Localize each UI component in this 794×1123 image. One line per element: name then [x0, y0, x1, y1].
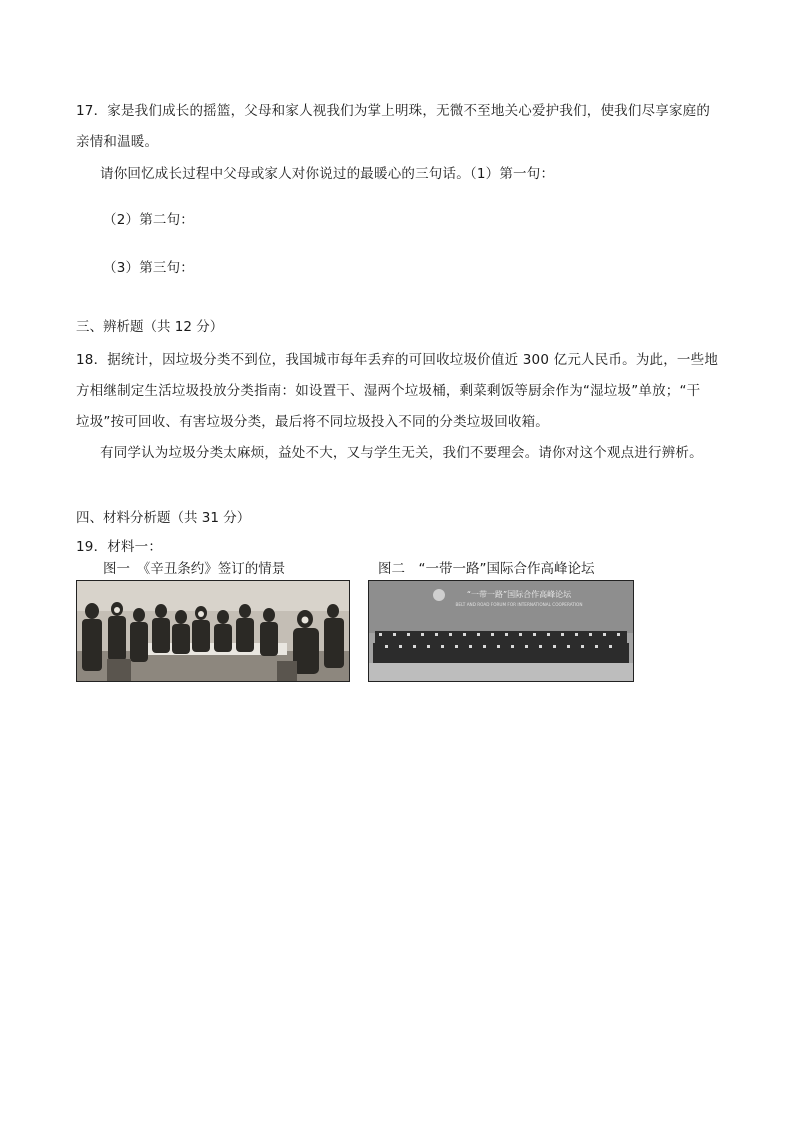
forum-group-photo: [369, 581, 633, 681]
figure-1-photo: [76, 580, 350, 682]
forum-banner-text: “一带一路”国际合作高峰论坛: [466, 590, 572, 599]
q17-third-sentence: （3）第三句：: [103, 260, 194, 276]
q18-line-2: 方相继制定生活垃圾投放分类指南：如设置干、湿两个垃圾桶，剩菜剩饭等厨余作为“湿垃圾”单放；“干: [76, 383, 701, 399]
figure-2-caption: 图二 “一带一路”国际合作高峰论坛: [378, 561, 595, 577]
figure-2-photo: [368, 580, 634, 682]
q18-line-3: 垃圾”按可回收、有害垃圾分类，最后将不同垃圾投入不同的分类垃圾回收箱。: [76, 414, 549, 430]
q17-second-sentence: （2）第二句：: [103, 212, 194, 228]
q18-line-1: 18．据统计，因垃圾分类不到位，我国城市每年丢弃的可回收垃圾价值近 300 亿元人民币。为此，一些地: [76, 352, 719, 368]
forum-logo-icon: [433, 589, 445, 601]
section-4-title: 四、材料分析题（共 31 分）: [76, 510, 251, 526]
forum-banner-english: BELT AND ROAD FORUM FOR INTERNATIONAL COOPERATION: [455, 602, 583, 607]
q18-line-4: 有同学认为垃圾分类太麻烦，益处不大，又与学生无关，我们不要理会。请你对这个观点进行辨析。: [100, 445, 703, 461]
q17-line-2: 亲情和温暖。: [76, 134, 159, 150]
figure-1-caption: 图一 《辛丑条约》签订的情景: [103, 561, 286, 577]
section-3-title: 三、辨析题（共 12 分）: [76, 319, 224, 335]
q17-prompt: 请你回忆成长过程中父母或家人对你说过的最暖心的三句话。（1）第一句：: [100, 166, 555, 182]
treaty-signing-photo: [77, 581, 349, 681]
q19-label: 19．材料一：: [76, 539, 163, 555]
q17-line-1: 17．家是我们成长的摇篮，父母和家人视我们为掌上明珠，无微不至地关心爱护我们，使我们尽享家庭的: [76, 103, 711, 119]
